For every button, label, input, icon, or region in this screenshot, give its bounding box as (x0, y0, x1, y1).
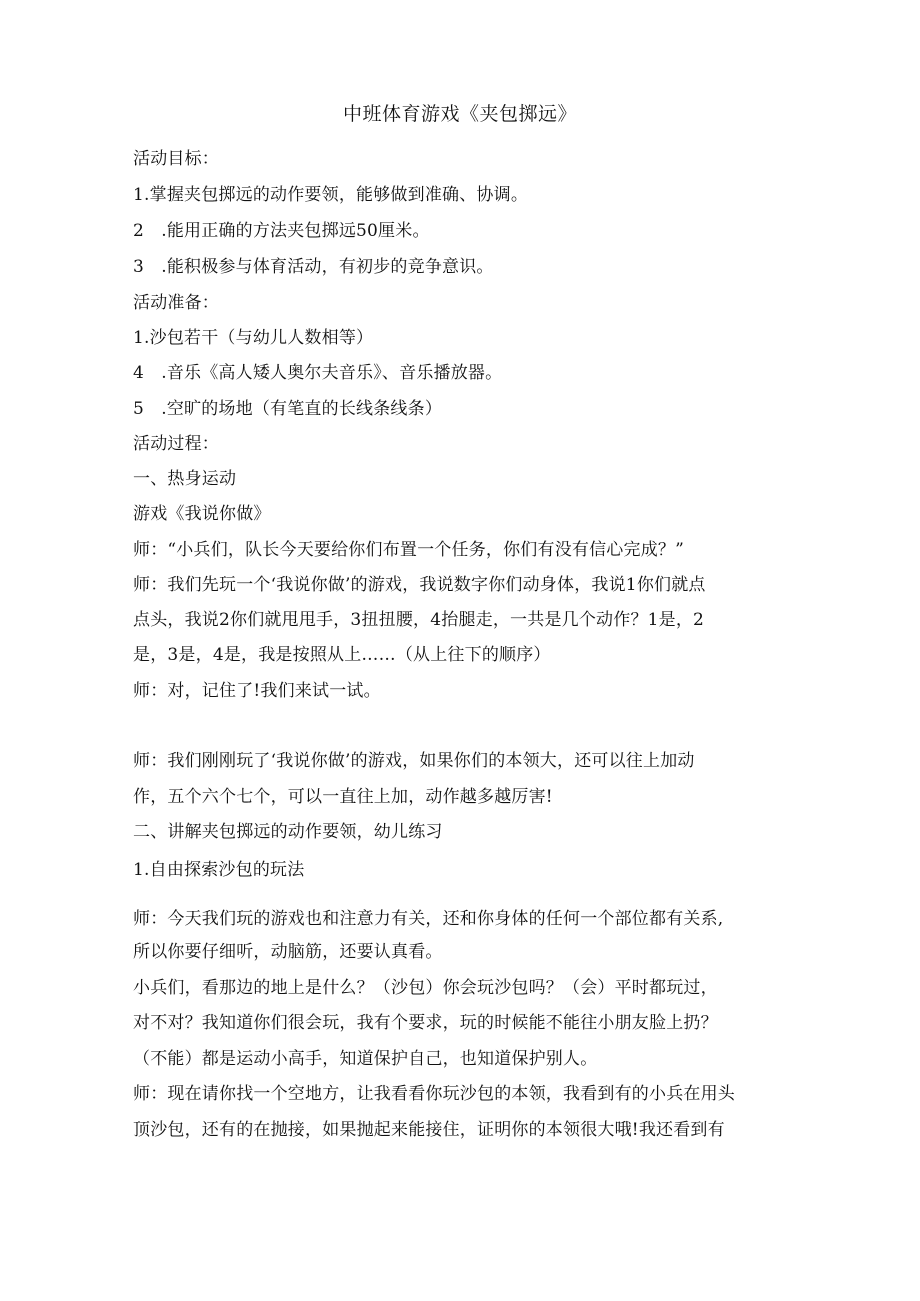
paragraph-line: 所以你要仔细听，动脑筋，还要认真看。 (133, 942, 443, 962)
paragraph-line: 师：现在请你找一个空地方，让我看看你玩沙包的本领，我看到有的小兵在用头 (133, 1084, 735, 1104)
preparation-item-2: 4 .音乐《高人矮人奥尔夫音乐》、音乐播放器。 (133, 363, 503, 383)
paragraph-line: 对不对？我知道你们很会玩，我有个要求，玩的时候能不能往小朋友脸上扔？ (133, 1013, 718, 1033)
document-title: 中班体育游戏《夹包掷远》 (342, 103, 577, 125)
paragraph-line: 师：今天我们玩的游戏也和注意力有关，还和你身体的任何一个部位都有关系, (133, 909, 724, 929)
goal-item-2: 2 .能用正确的方法夹包掷远50厘米。 (133, 221, 430, 241)
preparation-item-3: 5 .空旷的场地（有笔直的长线条线条） (133, 399, 443, 419)
paragraph-line: （不能）都是运动小高手，知道保护自己，也知道保护别人。 (133, 1049, 598, 1069)
paragraph-line: 师：对，记住了!我们来试一试。 (133, 681, 381, 701)
paragraph-line: 顶沙包，还有的在抛接，如果抛起来能接住，证明你的本领很大哦!我还看到有 (133, 1120, 725, 1140)
process-step-2-heading: 二、讲解夹包掷远的动作要领，幼儿练习 (133, 822, 443, 842)
goal-item-1: 1.掌握夹包掷远的动作要领，能够做到准确、协调。 (133, 185, 529, 205)
paragraph-line: 师：我们先玩一个‘我说你做’的游戏，我说数字你们动身体，我说1你们就点 (133, 575, 706, 595)
section-heading-preparation: 活动准备： (133, 293, 219, 313)
section-heading-process: 活动过程： (133, 434, 219, 454)
game-title: 游戏《我说你做》 (133, 504, 271, 524)
goal-item-3: 3 .能积极参与体育活动，有初步的竞争意识。 (133, 257, 494, 277)
subsection-heading: 1.自由探索沙包的玩法 (133, 860, 305, 880)
paragraph-line: 是，3是，4是，我是按照从上……（从上往下的顺序） (133, 645, 551, 665)
section-heading-goals: 活动目标： (133, 149, 219, 169)
paragraph-line: 作，五个六个七个，可以一直往上加，动作越多越厉害! (133, 787, 553, 807)
paragraph-line: 师：我们刚刚玩了‘我说你做’的游戏，如果你们的本领大，还可以往上加动 (133, 751, 695, 771)
paragraph-line: 小兵们，看那边的地上是什么？（沙包）你会玩沙包吗？（会）平时都玩过， (133, 978, 718, 998)
process-step-1-heading: 一、热身运动 (133, 469, 237, 489)
paragraph-line: 师：“小兵们，队长今天要给你们布置一个任务，你们有没有信心完成？” (133, 540, 684, 560)
preparation-item-1: 1.沙包若干（与幼儿人数相等） (133, 328, 374, 348)
paragraph-line: 点头，我说2你们就甩甩手，3扭扭腰，4抬腿走，一共是几个动作？1是，2 (133, 610, 705, 630)
